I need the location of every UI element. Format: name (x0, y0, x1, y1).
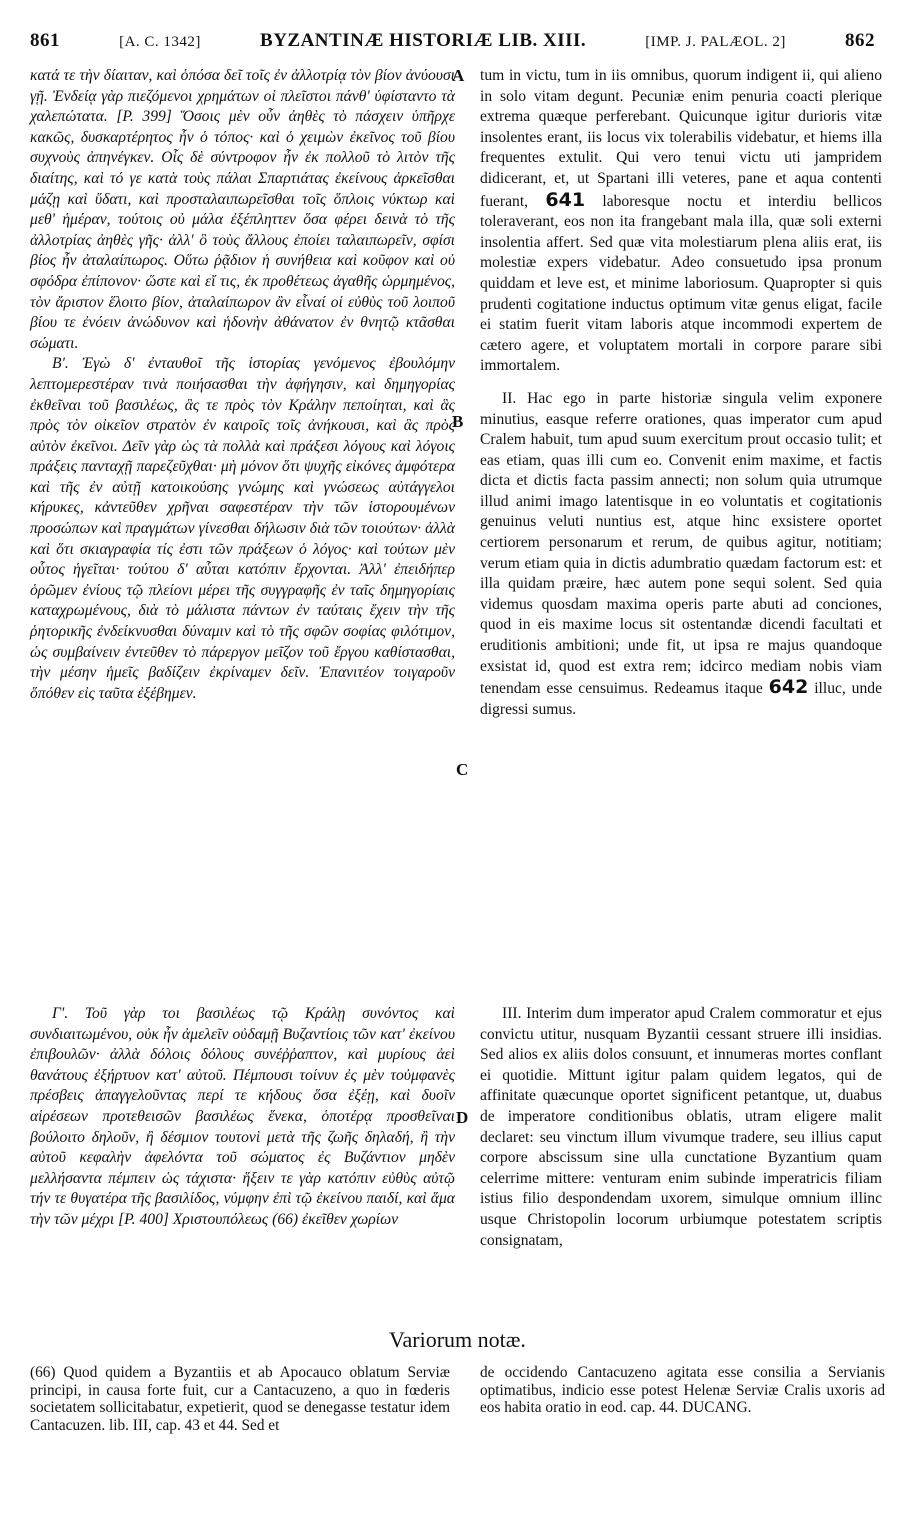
greek-column-upper (30, 66, 455, 704)
margin-letter-d: D (456, 1108, 469, 1127)
latin-column-lower (480, 1004, 882, 1251)
left-year: [A. C. 1342] (119, 34, 201, 50)
page-title: BYZANTINÆ HISTORIÆ LIB. XIII. (260, 30, 587, 51)
latin-paragraph-1-text: tum in victu, tum in iis omnibus, quorum indigent ii, qui alieno in solo vitam degunt. Pecuniæ enim penuria coacti plerique extrema quæque perferebant. Quicunque igitur durioris vitæ insolentes erant, iis locus vix tolerabilis videbatur, et hiems illa frequentes extulit. Qui vero tenui victu uti jampridem didicerant, et, ut Spartani illi veteres, pane et aqua contenti fuerant, (480, 67, 882, 210)
greek-paragraph-3: Γ'. Τοῦ γὰρ τοι βασιλέως τῷ Κράλῃ συνόντος καὶ συνδιαιτωμένου, οὐκ ἦν ἀμελεῖν οὐδαμῇ Βυζαντίοις τῶν κατ' ἐκείνου ἐπιβουλῶν· ἀλλὰ δόλοις δόλους συνέῤῥαπτον, καὶ μυρίους ἀεὶ θανάτους ἐξήρτυον κατ' αὐτοῦ. Πέμπουσι τοίνυν ἐς μὲν τοὐμφανὲς πρέσβεις ἀπαγγελοῦντας περί τε κήδους ὅσα ἐξέῃ, καὶ δυοῖν αἱρέσεων προτεθεισῶν βασιλέως ἕνεκα, ὁποτέρᾳ προσθεῖναι βούλοιτο δηλοῦν, ἢ δέσμιον τουτονὶ μετὰ τῆς ζωῆς δηλαδή, ἢ τὴν αὐτοῦ κεφαλὴν ἀφελόντα τοῦ σώματος ἐς Βυζάντιον μηδὲν μελλήσαντα πέμπειν ὡς τάχιστα· ἥξειν τε γὰρ κατόπιν εὐθὺς αὐτῷ τήν τε θυγατέρα τῆς βασιλίδος, νύμφην ἐπὶ τῷ ἐκείνου παιδί, καὶ ἅμα τὴν τῶν μέχρι [P. 400] Χριστουπόλεως (66) ἐκεῖθεν χωρίων (30, 1005, 455, 1228)
latin-column-upper (480, 66, 882, 720)
latin-paragraph-1 (480, 66, 882, 377)
margin-letter-c: C (456, 760, 469, 779)
footnote-left: (66) Quod quidem a Byzantiis et ab Apocauco oblatum Serviæ principi, in causa forte fuit, cur a Cantacuzeno, a quo in fœderis societatem sollicitabatur, expetierit, quod se denegasse testatur idem Cantacuzen. lib. III, cap. 43 et 44. Sed et (30, 1364, 450, 1434)
right-page-number: 862 (845, 30, 875, 51)
footnote-right: de occidendo Cantacuzeno agitata esse consilia a Servianis optimatibus, indicio esse potest Helenæ Serviæ Cralis uxoris ad eos habita oratio in eod. cap. 44. DUCANG. (480, 1364, 885, 1416)
marginal-number-641: 641 (545, 188, 586, 211)
running-header (30, 30, 875, 56)
marginal-number-642: 642 (768, 676, 809, 699)
latin-paragraph-2-continued: illuc, unde digressi sumus. (480, 680, 882, 718)
greek-paragraph-2: Β'. Ἐγὼ δ' ἐνταυθοῖ τῆς ἱστορίας γενόμενος ἐβουλόμην λεπτομερεστέραν τινὰ ποιήσασθαι τὴν ἀφήγησιν, καὶ δημηγορίας ἐκθεῖναι τοῦ βασιλέως, ἃς τε πρὸς τὸν Κράλην πεποίηται, καὶ ἃς πρὸς τὸν οἰκεῖον στρατὸν ἐν καιροῖς τοῖς ἀνήκουσι, καὶ ἃς πρὸς αὐτὸν ἐκεῖνοι. Δεῖν γὰρ ὡς τὰ πολλὰ καὶ πράξεσι λόγους καὶ λόγοις πράξεις πανταχῇ παρεζεῦχθαι· μὴ μόνον ὅτι ψυχῆς εἰκόνες ἀμφότερα καὶ τῆς ἐν αὐτῇ κατοικούσης γνώμης καὶ γνώσεως αὐτάγγελοι κήρυκες, κἀντεῦθεν χρῆναι σαφεστέραν τὴν τῶν ἱστορουμένων προσώπων καὶ πραγμάτων γίνεσθαι δήλωσιν διὰ τῶν τοιούτων· ἀλλὰ καὶ ὅτι σκιαγραφία τίς ἐστι τῶν πράξεων ὁ λόγος· καὶ τούτων μὲν οὗτος ἡγεῖται· τούτου δ' αὗται κατόπιν ἔρχονται. Ἀλλ' ἐπειδήπερ ὁρῶμεν ἐνίους τῷ πλείονι μέρει τῆς συγγραφῆς ἐν ταῖς δημηγορίαις καταχρωμένους, διὰ τὸ μάλιστα πάντων ἐν ταύταις ἔχειν τὴν τῆς ῥητορικῆς ἐνδείκνυσθαι δύναμιν καὶ τὸ τῆς σφῶν σοφίας φιλότιμον, ὡς συμβαίνειν ἐντεῦθεν τὸ πάρεργον μεῖζον τοῦ ἔργου καθίστασθαι, τὴν μέσην ἡμεῖς βαδίζειν ἐκρίναμεν δεῖν. Ἐπανιτέον τοιγαροῦν ὅπόθεν εἰς ταῦτα ἐξέβημεν. (30, 355, 455, 702)
latin-paragraph-2-text: II. Hac ego in parte historiæ singula velim exponere minutius, easque referre orationes, quas imperator cum apud Cralem habuit, tum apud suum exercitum prout occasio tulit; et eas etiam, quas illi cum eo. Convenit enim maxime, et factis dicta et dictis facta passim annecti; non solum quia utrumque illud animi imago latentisque in eo voluntatis et cogitationis genuinus veluti nuntius est, atque hinc exsistere oportet certiorem personarum et rerum, de quibus agitur, notitiam; verum etiam quia in dictis adumbratio quædam factorum est: et illa quidam præire, hæc autem pone sequi solent. Sed quia videmus quosdam maxima operis parte abuti ad conciones, quod in eis maxime locus sit ostentandæ dicendi facultati et eruditionis ambitioni; unde fit, ut ipsa re majus quandoque exsistat id, quod est extra rem; idcirco mediam nobis viam tenendam esse censuimus. Redeamus itaque (480, 389, 882, 698)
notes-heading: Variorum notæ. (389, 1327, 526, 1352)
right-reference: [IMP. J. PALÆOL. 2] (645, 34, 786, 50)
margin-letter-a: A (452, 66, 465, 85)
greek-paragraph-1: κατά τε τὴν δίαιταν, καὶ ὁπόσα δεῖ τοῖς ἐν ἀλλοτρίᾳ τὸν βίον ἀνύουσι γῇ. Ἐνδείᾳ γὰρ πιεζόμενοι χρημάτων οἱ πλεῖστοι πάνθ' ὑφίσταντο τὰ χαλεπώτατα. [P. 399] Ὅσοις μὲν οὖν ἀηθὲς τὸ πάσχειν ὑπῆρχε κακῶς, δυσκαρτέρητος ἦν ὁ τόπος· καὶ ὁ χειμὼν ἐκεῖνος τοῦ βίου συχνοὺς ἀπηνέγκεν. Οἷς δὲ σύντροφον ἦν ἐκ πολλοῦ τὸ λιτὸν τῆς διαίτης, καὶ τό γε κατὰ τοὺς πάλαι Σπαρτιάτας ἐκείνους ἀρκεῖσθαι μάζῃ καὶ ὕδατι, καὶ προσταλαιπωρεῖσθαι τοῖς ὅπλοις νύκτωρ καὶ μεθ' ἡμέραν, τούτοις οὐ μάλα ἐξέπληττεν ὅσα φέρει δεινὰ τὸ τῆς ἀλλοτρίας ἀηθὲς γῆς· ἀλλ' ὃ τοὺς ἄλλους ἐποίει ταλαιπωρεῖν, σφίσι βίος ἦν ἀταλαίπωρος. Οὕτω ῥᾷδιον ἡ συνήθεια καὶ κοῦφον καὶ οὐ σφόδρα ἐπίπονον· ὥστε καὶ εἴ τις, ἐκ προθέτεως ἀγαθῆς ὡρμημένος, τὸν ἄριστον ἕλοιτο βίον, ἀταλαίπωρον ἂν εἶναί οἱ εὐθὺς τοῦ λοιποῦ βίου τε ἐνόειν ἀνώδυνον καὶ ἡδονὴν ἀθάνατον ἐν θνητῷ κτᾶσθαι σώματι. (30, 67, 455, 352)
latin-paragraph-1-continued: laboresque noctu et interdiu bellicos toleraverant, eos non ita frangebant mala illa, quæ soli externi insolentia affert. Sed quæ vita molestiarum plena aliis erat, iis molestiæ expers videbatur. Adeo consuetudo ipsa pronum quiddam et leve est, et minime laboriosum. Quapropter si quis prudenti cogitatione inductus optimum vitæ genus eligat, facile ei statim fuerit vitam laboris atque incommodi expertem de cætero agere, et voluptatem mortali in corpore parare sibi immortalem. (480, 192, 883, 375)
latin-paragraph-2 (480, 389, 882, 721)
greek-column-lower (30, 1004, 455, 1231)
latin-paragraph-3: III. Interim dum imperator apud Cralem commoratur et ejus convictu utitur, nusquam Byzantii cessant struere illi insidias. Sed alios ex aliis dolos consuunt, et innumeras mortes conflant ei quotidie. Mittunt igitur palam quidem legatos, qui de affinitate quæcunque oportet significent petantque, ut, duabus de imperatore conditionibus oblatis, utram eligere malit declaret: seu vinctum illum vivumque tradere, seu illius caput corpore abscissum sine ulla cunctatione Byzantium quam celerrime mittere: venturam enim subinde imperatricis filiam istius filio despondendam uxorem, simulque omnium illinc usque Christopolin locorum urbiumque potestatem scriptis consignatam, (480, 1005, 882, 1249)
margin-letter-b: B (452, 412, 464, 431)
left-page-number: 861 (30, 30, 60, 51)
